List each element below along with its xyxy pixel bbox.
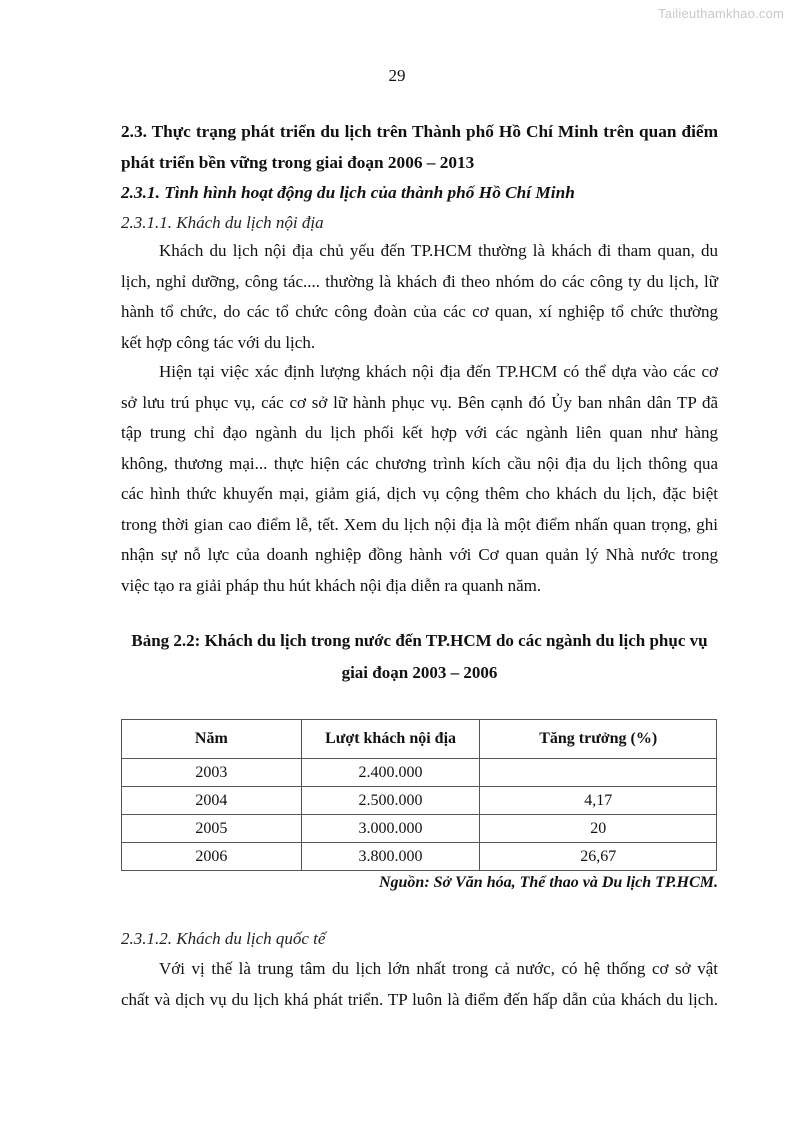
header-year: Năm xyxy=(122,720,302,759)
text-line: kết hợp công tác với du lịch. xyxy=(121,332,316,352)
domestic-tourists-table xyxy=(121,719,717,871)
section-heading xyxy=(121,117,718,178)
header-visitors: Lượt khách nội địa xyxy=(301,720,480,759)
cell-visitors: 3.000.000 xyxy=(301,815,480,843)
cell-visitors: 3.800.000 xyxy=(301,843,480,871)
cell-year: 2003 xyxy=(122,759,302,787)
section-heading-block xyxy=(121,117,718,238)
cell-year: 2004 xyxy=(122,787,302,815)
table-row xyxy=(122,759,717,787)
table-row xyxy=(122,843,717,871)
text-line: trong thời gian cao điểm lễ, tết. Xem du lịch nội địa là một điểm nhấn quan trọng, ghi xyxy=(121,514,718,534)
table-row xyxy=(122,815,717,843)
watermark: Tailieuthamkhao.com xyxy=(658,6,784,21)
text-line: Với vị thế là trung tâm du lịch lớn nhất trong cả nước, có hệ thống cơ sở vật xyxy=(159,959,718,978)
cell-growth: 20 xyxy=(480,815,717,843)
caption-line: giai đoạn 2003 – 2006 xyxy=(341,663,498,682)
text-line: Hiện tại việc xác định lượng khách nội địa đến TP.HCM có thể dựa vào các cơ xyxy=(159,362,718,381)
subsection-title-domestic: 2.3.1.1. Khách du lịch nội địa xyxy=(121,213,324,232)
text-line: tập trung chỉ đạo ngành du lịch phối kết hợp với các ngành liên quan như hàng xyxy=(121,423,718,442)
text-line: chất và dịch vụ du lịch khá phát triển. TP luôn là điểm đến hấp dẫn của khách du lịch. xyxy=(121,989,718,1009)
paragraph-domestic-2 xyxy=(121,357,718,601)
table-source: Nguồn: Sở Văn hóa, Thể thao và Du lịch TP.HCM. xyxy=(378,874,718,891)
cell-growth: 26,67 xyxy=(480,843,717,871)
header-growth: Tăng trưởng (%) xyxy=(480,720,717,759)
text-line: không, thương mại... thực hiện các chương trình kích cầu nội địa du lịch thông qua xyxy=(121,453,718,473)
caption-line: Bảng 2.2: Khách du lịch trong nước đến TP.HCM do các ngành du lịch phục vụ xyxy=(131,631,708,650)
paragraph-domestic-1 xyxy=(121,236,718,358)
cell-visitors: 2.400.000 xyxy=(301,759,480,787)
cell-year: 2006 xyxy=(122,843,302,871)
text-line: việc tạo ra giải pháp thu hút khách nội địa diễn ra quanh năm. xyxy=(121,575,542,595)
cell-year: 2005 xyxy=(122,815,302,843)
table-header-row xyxy=(122,720,717,759)
page-number: 29 xyxy=(388,66,406,85)
text-line: hành tổ chức, do các tổ chức công đoàn của các cơ quan, xí nghiệp tổ chức thường xyxy=(121,302,718,321)
cell-growth xyxy=(480,759,717,787)
table-caption xyxy=(121,625,718,689)
text-line: các hình thức khuyến mại, giảm giá, dịch vụ cộng thêm cho khách du lịch, đặc biệt xyxy=(121,484,718,503)
heading-line: phát triển bền vững trong giai đoạn 2006 – 2013 xyxy=(121,152,475,172)
cell-visitors: 2.500.000 xyxy=(301,787,480,815)
heading-line: 2.3. Thực trạng phát triển du lịch trên Thành phố Hồ Chí Minh trên quan điểm xyxy=(121,122,718,141)
cell-growth: 4,17 xyxy=(480,787,717,815)
text-line: nhận sự nỗ lực của doanh nghiệp đồng hành với Cơ quan quản lý Nhà nước trong xyxy=(121,545,718,564)
subsection-international xyxy=(121,924,718,1015)
subheading: 2.3.1. Tình hình hoạt động du lịch của thành phố Hồ Chí Minh xyxy=(121,183,575,202)
text-line: lịch, nghỉ dưỡng, công tác.... thường là khách đi theo nhóm do các công ty du lịch, lữ xyxy=(121,271,718,291)
table-row xyxy=(122,787,717,815)
text-line: sở lưu trú phục vụ, các cơ sở lữ hành phục vụ. Bên cạnh đó Ủy ban nhân dân TP đã xyxy=(121,392,718,412)
subsection-title-international: 2.3.1.2. Khách du lịch quốc tế xyxy=(121,929,326,948)
text-line: Khách du lịch nội địa chủ yếu đến TP.HCM thường là khách đi tham quan, du xyxy=(159,241,718,260)
table-block xyxy=(121,719,718,895)
